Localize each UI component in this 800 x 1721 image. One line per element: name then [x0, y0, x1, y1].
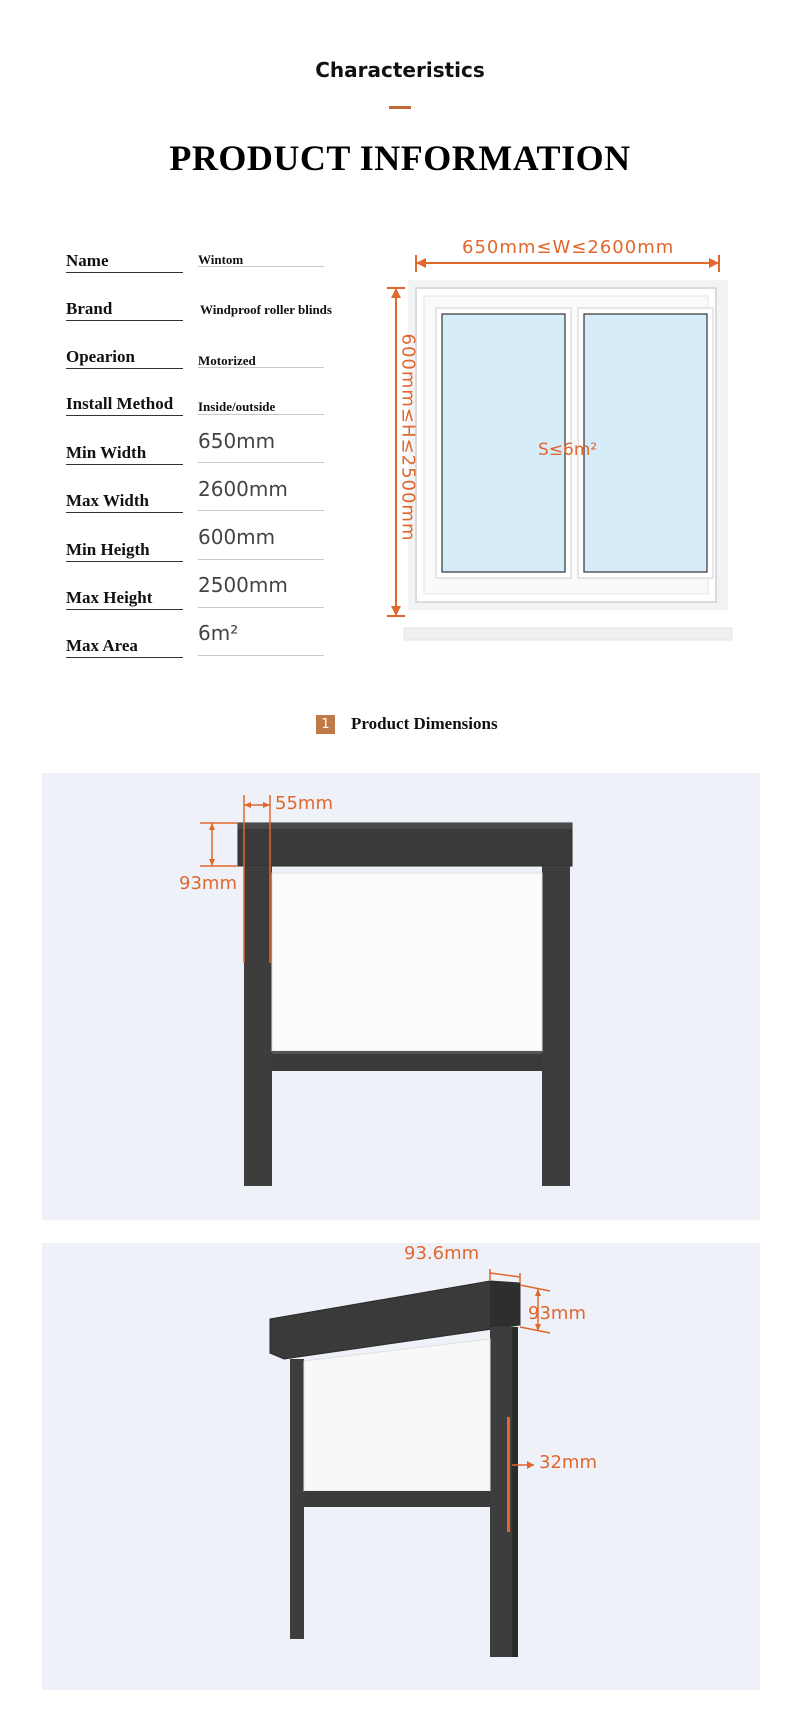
spec-label-min-height: Min Heigth — [66, 540, 183, 562]
spec-label-name: Name — [66, 251, 183, 273]
window-diagram — [366, 230, 740, 650]
spec-label-max-width: Max Width — [66, 491, 183, 513]
box-depth-label: 93.6mm — [404, 1243, 480, 1264]
side-width-label: 55mm — [275, 793, 333, 814]
spec-label-max-height: Max Height — [66, 588, 183, 610]
heading-divider — [389, 106, 411, 109]
rail-width-label: 32mm — [539, 1452, 597, 1473]
angle-view-panel — [42, 1243, 760, 1690]
page-title: PRODUCT INFORMATION — [169, 138, 631, 178]
section-title: Product Dimensions — [351, 714, 498, 733]
spec-label-min-width: Min Width — [66, 443, 183, 465]
section-number-badge: 1 — [316, 715, 335, 734]
spec-value-name: Wintom — [198, 251, 324, 267]
area-label: S≤6m² — [538, 440, 598, 460]
spec-label-max-area: Max Area — [66, 636, 183, 658]
spec-value-max-width: 2600mm — [198, 477, 324, 511]
angle-box-height-label: 93mm — [528, 1303, 586, 1324]
spec-value-max-height: 2500mm — [198, 573, 324, 608]
width-range-label: 650mm≤W≤2600mm — [462, 237, 675, 258]
spec-value-min-width: 650mm — [198, 429, 324, 463]
spec-value-max-area: 6m² — [198, 621, 324, 656]
box-height-label: 93mm — [179, 873, 237, 894]
front-view-illustration — [42, 773, 760, 1220]
spec-value-min-height: 600mm — [198, 525, 324, 560]
front-view-panel — [42, 773, 760, 1220]
spec-label-brand: Brand — [66, 299, 183, 321]
spec-label-install-method: Install Method — [66, 394, 183, 416]
spec-value-install-method: Inside/outside — [198, 398, 324, 415]
spec-value-brand: Windproof roller blinds — [200, 302, 332, 317]
angle-view-illustration — [42, 1243, 760, 1690]
height-range-label: 600mm≤H≤2500mm — [397, 333, 419, 542]
spec-label-operation: Opearion — [66, 347, 183, 369]
spec-value-operation: Motorized — [198, 352, 324, 368]
section-subtitle: Characteristics — [315, 58, 485, 82]
